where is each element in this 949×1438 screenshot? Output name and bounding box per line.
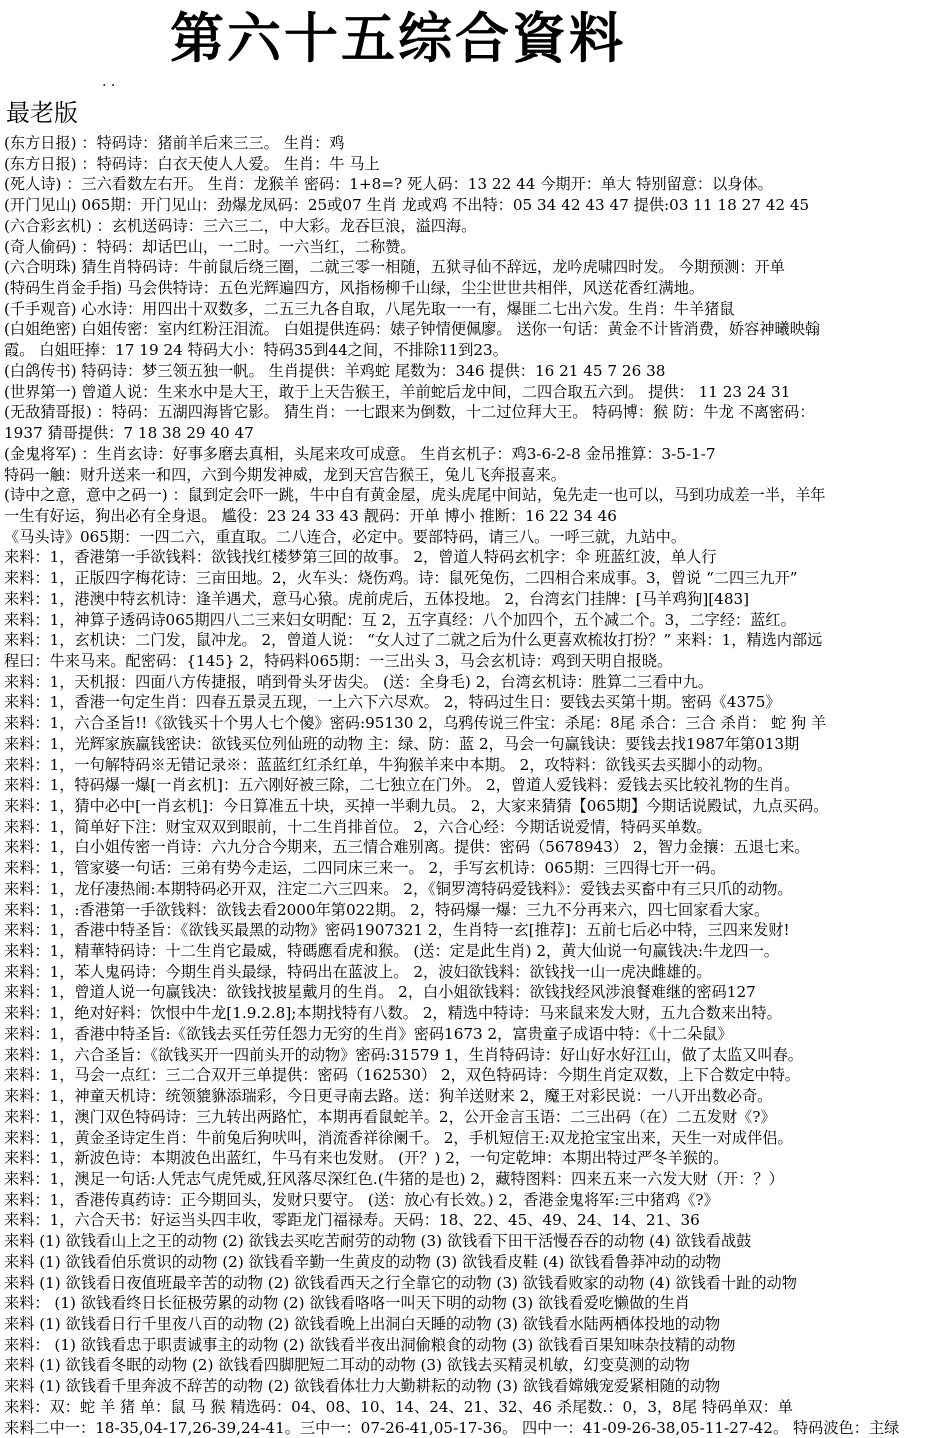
text-line: 一生有好运，狗出必有全身退。 尴役：23 24 33 43 靓码：开单 博小 推断：16 22 34 46	[4, 506, 617, 525]
text-line: 来料：1，光辉家族赢钱密诀：欲钱买位列仙班的动物 主：绿、防：蓝 2，马会一句赢钱诀：要钱去找1987年第013期	[4, 734, 800, 753]
decorative-dots: . .	[102, 74, 116, 90]
text-line: 来料： (1) 欲钱看忠于职责诚事主的动物 (2) 欲钱看半夜出洞偷粮食的动物 (3) 欲钱看百果知味杂技精的动物	[4, 1335, 736, 1354]
text-line: 来料：1，香港传真药诗：正今期回头，发财只要守。 (送：放心有长效。) 2，香港金鬼将军:三中猪鸡《?》	[4, 1190, 719, 1209]
text-line: 来料 (1) 欲钱看冬眠的动物 (2) 欲钱看四脚肥短二耳动的动物 (3) 欲钱去买精灵机敏，幻变莫测的动物	[4, 1356, 690, 1375]
text-line: (无敌猜哥报) ：特码：五湖四海皆它影。 猜生肖：一七跟来为倒数，十二过位拜大王。 特码博：猴 防：牛龙 不离密码：	[4, 403, 815, 422]
text-line: 来料：1，神算子透码诗065期四八二三来妇女明配：互 2，五字真经：八个加四个，五个减二个。3，二字经：蓝红。	[4, 610, 796, 629]
text-line: 来料：1，马会一点红：三二合双开三单提供：密码（162530） 2，双色特码诗：今期生肖定双数，上下合数定中特。	[4, 1066, 800, 1085]
text-line: 来料：1，简单好下注：财宝双双到眼前，十二生肖排首位。 2，六合心经：今期话说爱情，特码买单数。	[4, 817, 712, 836]
text-line: 来料 (1) 欲钱看千里奔波不辞苦的动物 (2) 欲钱看体壮力大勤耕耘的动物 (3) 欲钱看嫦娥宠爱紧相随的动物	[4, 1377, 721, 1396]
text-line: (奇人偷码) ：特码：却话巴山，一二时。一六当红，二称赞。	[4, 237, 416, 256]
text-line: 来料：1，天机报：四面八方传捷报，哨到骨头牙齿尖。 (送：全身毛) 2，台湾玄机诗：胜算二三看中九。	[4, 672, 714, 691]
text-line: (死人诗) ：三六看数左右开。 生肖：龙猴羊 密码：1+8=? 死人码：13 22 44 今期开：单大 特别留意：以身体。	[4, 175, 773, 194]
text-line: (六合彩玄机) ：玄机送码诗：三六三二，中大彩。龙吞巨浪，溢四海。	[4, 216, 477, 235]
text-line: 霞。 白姐旺捧：17 19 24 特码大小：特码35到44之间，不排除11到23。	[4, 341, 508, 360]
text-line: 《马头诗》065期：一四二六，重直取。二八连合，必定中。要部特码，请三八。一呼三就，九站中。	[4, 527, 687, 546]
text-line: 来料：1，香港第一手欲钱料：欲钱找红楼梦第三回的故事。 2，曾道人特码玄机字：伞 班蓝红波，单人行	[4, 548, 717, 567]
text-line: (六合明珠) 猜生肖特码诗：牛前鼠后绕三圈，二就三零一相随，五狱寻仙不辞远，龙吟虎啸四时发。 今期预测：开单	[4, 258, 785, 277]
text-line: 来料：1，苯人鬼码诗：今期生肖头最绿，特码出在蓝波上。 2，波妇欲钱料：欲钱找一山一虎决雌雄的。	[4, 962, 712, 981]
edition-label: 最老版	[6, 99, 78, 127]
text-line: (千手观音) 心水诗：用四出十双数多，二五三九各自取，八尾先取一一有，爆匪二七出六发。生肖：牛羊猪鼠	[4, 299, 735, 318]
text-line: 来料：双：蛇 羊 猪 单：鼠 马 猴 精选码：04、08、10、14、24、21、32、46 杀尾数.：0，3，8尾 特码单双：单	[4, 1397, 793, 1416]
text-line: 来料：1，香港一句定生肖：四春五景灵五现，一上六下六尽欢。 2，特码过生日：要钱去买第十期。密码《4375》	[4, 693, 781, 712]
text-line: 来料： (1) 欲钱看终日长征极劳累的动物 (2) 欲钱看咯咯一叫天下明的动物 (3) 欲钱看爱吃懒做的生肖	[4, 1294, 690, 1313]
text-line: 特码一触：财升送来一和四，六到今期发神威，龙到天宫告猴王，兔儿飞奔报喜来。	[4, 465, 566, 484]
text-line: (诗中之意，意中之码一) ：鼠到定会吓一跳，牛中自有黄金屋，虎头虎尾中间站，兔先走一也可以，马到功成差一半，羊年	[4, 486, 826, 505]
text-line: 来料：1，六合圣旨：《欲钱买开一四前头开的动物》密码:31579 1，生肖特码诗：好山好水好江山，做了太监又叫春。	[4, 1045, 803, 1064]
text-line: 来料：1，香港中特圣旨:《欲钱去买任劳任怨力无穷的生肖》密码1673 2，富贵童子成语中特：《十二朵鼠》	[4, 1024, 733, 1043]
text-line: 来料：1，六合天书：好运当头四丰收，零距龙门福禄寿。天码：18、22、45、49、24、14、21、36	[4, 1211, 700, 1230]
text-line: 来料 (1) 欲钱看日夜值班最辛苦的动物 (2) 欲钱看西天之行全靠它的动物 (3) 欲钱看败家的动物 (4) 欲钱看十趾的动物	[4, 1273, 797, 1292]
text-line: 来料二中一：18-35,04-17,26-39,24-41。三中一：07-26-41,05-17-36。 四中一：41-09-26-38,05-11-27-42。 特码波色：主绿	[4, 1418, 900, 1437]
text-line: 来料：1，白小姐传密一肖诗：六九分合今期来，五三情合难别离。提供：密码（5678943） 2，智力金攘：五退七来。	[4, 838, 810, 857]
text-line: 来料：1，曾道人说一句赢钱决：欲钱找披星戴月的生肖。 2，白小姐欲钱料：欲钱找经风涉浪餐难继的密码127	[4, 983, 756, 1002]
text-line: 来料：1，神童天机诗：统领貔貅添瑞彩，今日更寻南去路。送：狗羊送财来 2，魔王对彩民说：一八开出数必奇。	[4, 1087, 773, 1106]
text-line: (特码生肖金手指) 马会供特诗：五色光辉遍四方，风指杨柳千山绿，尘尘世世共相伴，风送花香红满地。	[4, 279, 705, 298]
text-line: 来料 (1) 欲钱看日行千里夜八百的动物 (2) 欲钱看晚上出洞白天睡的动物 (3) 欲钱看水陆两栖体投地的动物	[4, 1314, 721, 1333]
text-line: 来料：1，正版四字梅花诗：三亩田地。2，火车头：烧伤鸡。诗：鼠死兔伤，二四相合来成事。3，曾说 “二四三九开”	[4, 569, 798, 588]
text-line: 来料：1，精華特码诗：十二生肖它最威，特碼應看虎和猴。 (送：定是此生肖) 2，黄大仙说一句赢钱决:牛龙四一。	[4, 942, 779, 961]
text-line: 来料：1，新波色诗：本期波色出蓝红，牛马有来也发财。 (开？) 2，一句定乾坤：本期出特过严冬羊猴的。	[4, 1149, 729, 1168]
text-line: 来料：1，澳门双色特码诗：三九转出两路忙，本期再看鼠蛇羊。2，公开金言玉语：二三出码（在）二五发财《?》	[4, 1107, 776, 1126]
text-line: 来料：1，黄金圣诗定生肖：牛前兔后狗吠叫，消流香祥徐阑千。 2，手机短信王:双龙抢宝宝出来，天生一对成伴侣。	[4, 1128, 793, 1147]
text-line: 来料：1，猜中必中[一肖玄机]：今日算准五十块，买掉一半剩九员。 2，大家来猜猜【065期】今期话说殿试，九点买码。	[4, 797, 829, 815]
document-body	[4, 133, 946, 1438]
text-line: (白姐绝密) 白姐传密：室内红粉汪泪流。 白姐提供连码：婊子钟情便佩廖。 送你一句话：黄金不计皆消费，娇容神曦映翰	[4, 320, 821, 339]
text-line: 来料：1，管家婆一句话：三弟有势今走运，二四同床三来一。 2，手写玄机诗：065期：三四得七开一码。	[4, 859, 726, 878]
text-line: 1937 猜哥提供：7 18 38 29 40 47	[4, 424, 254, 443]
text-line: 来料：1，龙仔凄热闹:本期特码必开双，注定二六三四来。 2，《铜罗湾特码爱钱料》：爱钱去买畜中有三只爪的动物。	[4, 879, 793, 898]
text-line: 程曰：牛来马来。配密码：{145} 2，特码料065期：一三出头 3，马会玄机诗：鸡到天明自报晓。	[4, 651, 673, 670]
text-line: (金鬼将军) ：生肖玄诗：好事多磨去真相，头尾来攻可成意。 生肖玄机子：鸡3-6-2-8 金吊推算：3-5-1-7	[4, 444, 716, 463]
text-line: 来料：1，特码爆一爆[一肖玄机]：五六刚好被三除，二七独立在门外。 2，曾道人爱钱料：爱钱去买比较礼物的生肖。	[4, 776, 800, 795]
text-line: 来料：1，绝对好料：饮恨中牛龙[1.9.2.8];本期找特有八数。 2，精选中特诗：马来鼠来发大财，五九合数来出特。	[4, 1004, 782, 1023]
text-line: (东方日报) ：特码诗：白衣天使人人爱。 生肖：牛 马上	[4, 154, 380, 173]
text-line: 来料：1，:香港第一手欲钱料：欲钱去看2000年第022期。 2，特码爆一爆：三九不分再来六，四七回家看大家。	[4, 900, 770, 919]
text-line: 来料：1，澳足一句话:人凭志气虎凭威,狂风落尽深红色.(牛猪的是也) 2，藏特图料：四来五来一六发大财（开：？）	[4, 1169, 784, 1188]
text-line: 来料 (1) 欲钱看伯乐赏识的动物 (2) 欲钱看辛勤一生黄皮的动物 (3) 欲钱看皮鞋 (4) 欲钱看鲁莽冲动的动物	[4, 1252, 721, 1271]
text-line: (白鸽传书) 特码诗：梦三领五独一帆。 生肖提供：羊鸡蛇 尾数为：346 提供：16 21 45 7 26 38	[4, 361, 666, 380]
text-line: 来料：1，香港中特圣旨：《欲钱买最黑的动物》密码1907321 2，生肖特一玄[推荐]：五前七后必中特，三四来发财!	[4, 921, 790, 940]
text-line: (世界第一) 曾道人说：生来水中是大王，敢于上天告猴王，羊前蛇后龙中间，二四合取五六到。 提供： 11 23 24 31	[4, 382, 791, 401]
page-title: 第六十五综合資料	[170, 6, 626, 70]
text-line: 来料 (1) 欲钱看山上之王的动物 (2) 欲钱去买吃苦耐劳的动物 (3) 欲钱看下田干活慢吞吞的动物 (4) 欲钱看战鼓	[4, 1232, 752, 1251]
text-line: 来料：1，六合圣旨!!《欲钱买十个男人七个傻》密码:95130 2，乌鸦传说三件宝：杀尾：8尾 杀合：三合 杀肖： 蛇 狗 羊	[4, 714, 827, 733]
text-line: 来料：1，一句解特码※无错记录※：蓝蓝红红杀红单，牛狗猴羊来中本期。 2，攻特料：欲钱买去买脚小的动物。	[4, 755, 773, 774]
text-line: 来料：1，港澳中特玄机诗：逢羊遇犬，意马心猿。虎前虎后，五体投地。 2，台湾玄门挂牌：[马羊鸡狗][483]	[4, 589, 750, 608]
text-line: 来料：1，玄机诀：二门发，鼠冲龙。 2，曾道人说： “女人过了二就之后为什么更喜欢梳妆打扮？” 来料：1，精选内部远	[4, 631, 823, 650]
text-line: (开门见山) 065期：开门见山：劲爆龙凤码：25或07 生肖 龙或鸡 不出特：05 34 42 43 47 提供:03 11 18 27 42 45	[4, 196, 810, 215]
text-line: (东方日报) ：特码诗：猪前羊后来三三。 生肖：鸡	[4, 134, 345, 152]
